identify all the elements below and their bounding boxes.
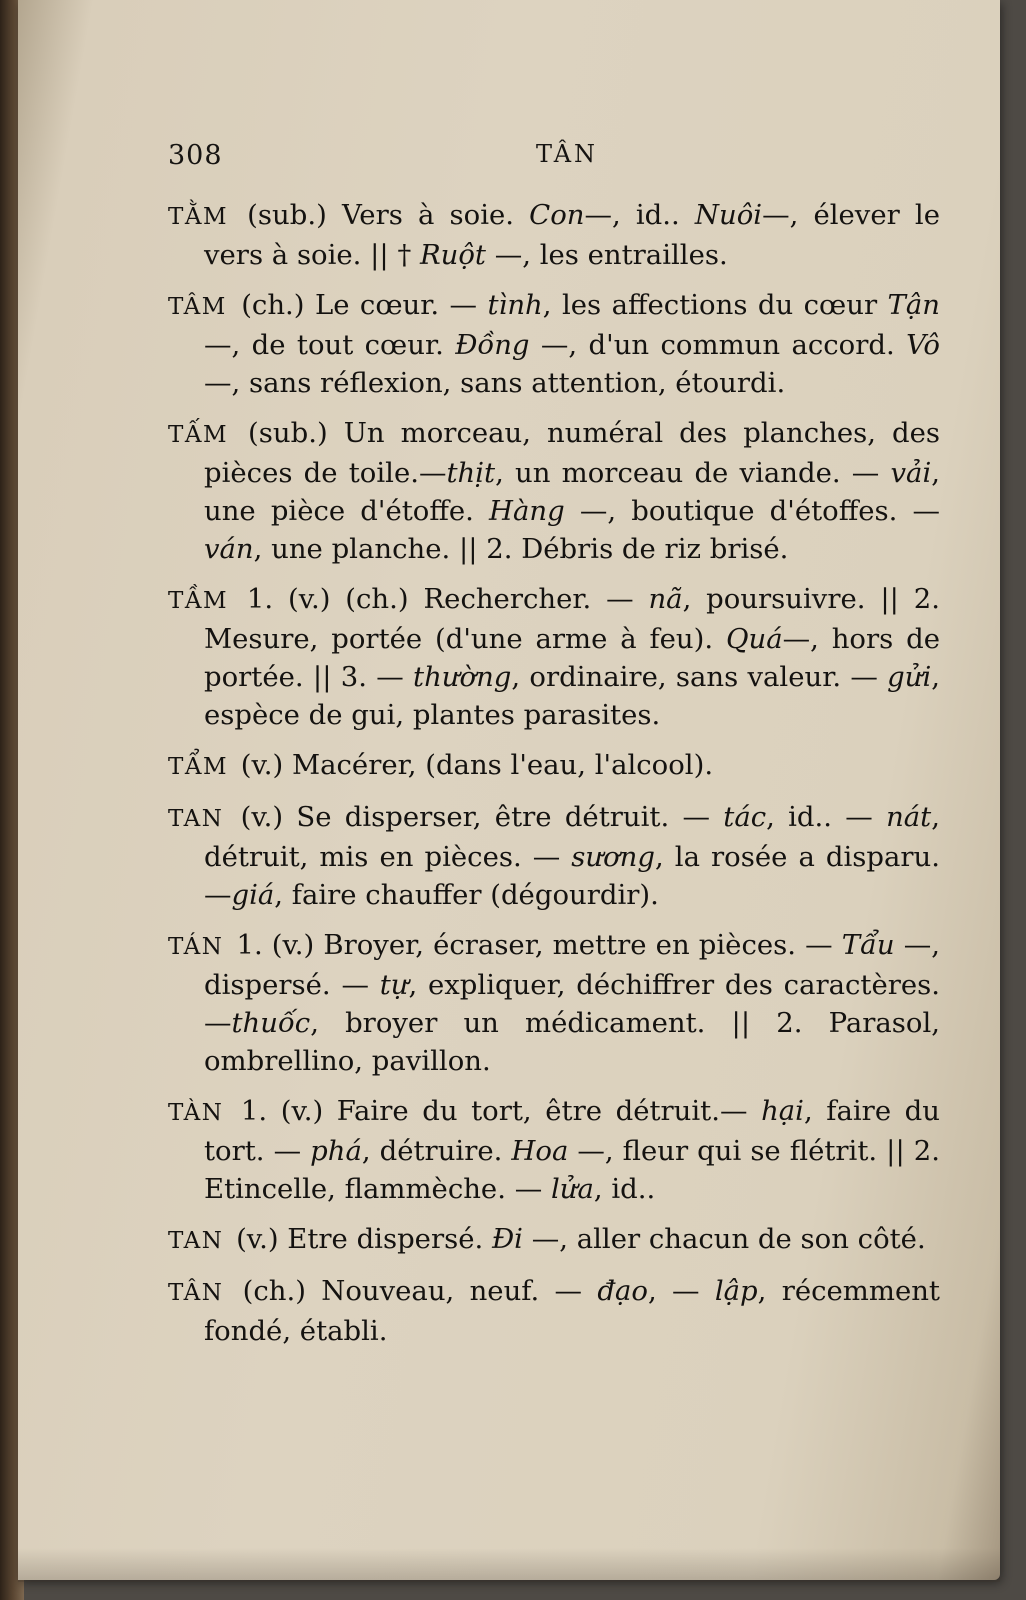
definition-text: , faire chauffer (dégourdir). (274, 879, 659, 911)
definition-text: , espèce de gui, plantes parasites. (204, 661, 940, 731)
entry-headword: TẦM (168, 588, 229, 614)
definition-text: , poursuivre. || 2. Mesure, portée (d'une arme à feu). (204, 583, 940, 655)
vietnamese-term: thuốc (231, 1007, 311, 1039)
vietnamese-term: Ruột (419, 239, 486, 271)
entry-headword: TÂM (168, 294, 227, 320)
vietnamese-term: Nuôi (694, 199, 763, 231)
dictionary-entry (168, 286, 940, 402)
definition-text: , détruit, mis en pièces. — (204, 801, 940, 873)
definition-text: , les affections du cœur (542, 289, 888, 321)
definition-text: (v.) Se disperser, être détruit. — (227, 801, 724, 833)
definition-text: , la rosée a disparu. — (204, 841, 940, 911)
dictionary-entry (168, 1272, 940, 1350)
definition-text: 1. (v.) (ch.) Rechercher. — (232, 583, 649, 615)
definition-text: , un morceau de viande. — (495, 457, 891, 489)
definition-text: (ch.) Nouveau, neuf. — (227, 1275, 598, 1307)
vietnamese-term: tình (487, 289, 543, 321)
definition-text: —, aller chacun de son côté. (522, 1223, 926, 1255)
dictionary-entry (168, 1220, 940, 1260)
definition-text: , expliquer, déchiffrer des caractères. — (204, 969, 941, 1039)
vietnamese-term: đạo (597, 1275, 648, 1307)
vietnamese-term: sương (571, 841, 655, 873)
definition-text: —, dispersé. — (204, 929, 941, 1001)
vietnamese-term: vải (890, 457, 932, 489)
running-head: TÂN (536, 140, 599, 168)
entry-headword: TÀN (168, 1100, 224, 1126)
vietnamese-term: giá (231, 879, 275, 911)
vietnamese-term: tự (379, 969, 409, 1001)
definition-text: (sub.) Un morceau, numéral des planches, des pièces de toile.— (204, 417, 940, 489)
vietnamese-term: thịt (446, 457, 496, 489)
vietnamese-term: Hoa (511, 1135, 569, 1167)
definition-text: —, hors de portée. || 3. — (204, 623, 940, 693)
entry-headword: TẰM (168, 204, 229, 230)
definition-text: —, les entrailles. (485, 239, 728, 271)
entry-headword: TÁN (168, 934, 224, 960)
vietnamese-term: lửa (550, 1173, 594, 1205)
vietnamese-term: Đồng (455, 329, 530, 361)
definition-text: , faire du tort. — (204, 1095, 940, 1167)
dictionary-entry (168, 580, 940, 734)
definition-text: 1. (v.) Broyer, écraser, mettre en pièces. — (227, 929, 842, 961)
vietnamese-term: Con (529, 199, 585, 231)
definition-text: 1. (v.) Faire du tort, être détruit.— (227, 1095, 762, 1127)
definition-text: (v.) Macérer, (dans l'eau, l'alcool). (232, 749, 714, 781)
definition-text: (v.) Etre dispersé. (227, 1223, 492, 1255)
vietnamese-term: nát (886, 801, 932, 833)
entry-headword: TẤM (168, 422, 229, 448)
vietnamese-term: Quá (725, 623, 783, 655)
definition-text: , détruire. (361, 1135, 512, 1167)
vietnamese-term: phá (310, 1135, 362, 1167)
definition-text: , id.. (593, 1173, 656, 1205)
entry-headword: TAN (168, 806, 224, 832)
dictionary-entries (168, 196, 940, 1362)
dictionary-entry (168, 1092, 940, 1208)
dictionary-entry (168, 926, 940, 1080)
dictionary-entry (168, 196, 940, 274)
page-header (168, 140, 968, 180)
definition-text: , broyer un médicament. || 2. Parasol, ombrellino, pavillon. (204, 1007, 940, 1077)
vietnamese-term: gửi (887, 661, 932, 693)
vietnamese-term: nã (648, 583, 683, 615)
vietnamese-term: ván (204, 533, 254, 565)
definition-text: —, d'un commun accord. (529, 329, 907, 361)
dictionary-entry (168, 746, 940, 786)
definition-text: , — (647, 1275, 715, 1307)
entry-headword: TẨM (168, 754, 229, 780)
definition-text: , ordinaire, sans valeur. — (511, 661, 888, 693)
entry-headword: TÂN (168, 1280, 224, 1306)
definition-text: —, sans réflexion, sans attention, étourdi. (204, 367, 786, 399)
vietnamese-term: Tận (887, 289, 940, 321)
definition-text: , une pièce d'étoffe. (204, 457, 940, 527)
entry-headword: TAN (168, 1228, 224, 1254)
dictionary-entry (168, 414, 940, 568)
page-bottom-shadow (18, 1548, 1000, 1582)
vietnamese-term: hại (761, 1095, 804, 1127)
page-number: 308 (168, 140, 223, 171)
vietnamese-term: thường (413, 661, 512, 693)
definition-text: , id.. — (766, 801, 887, 833)
vietnamese-term: Vô (906, 329, 940, 361)
dictionary-entry (168, 798, 940, 914)
definition-text: (ch.) Le cœur. — (230, 289, 488, 321)
definition-text: —, fleur qui se flétrit. || 2. Etincelle, flammèche. — (204, 1135, 940, 1205)
definition-text: —, id.. (584, 199, 695, 231)
definition-text: , une planche. || 2. Débris de riz brisé. (253, 533, 789, 565)
definition-text: —, élever le vers à soie. || † (204, 199, 940, 271)
definition-text: , récemment fondé, établi. (204, 1275, 940, 1347)
vietnamese-term: Đi (491, 1223, 523, 1255)
definition-text: —, boutique d'étoffes. — (564, 495, 940, 527)
vietnamese-term: Tẩu (841, 929, 895, 961)
vietnamese-term: lập (714, 1275, 758, 1307)
vietnamese-term: Hàng (489, 495, 565, 527)
definition-text: (sub.) Vers à soie. (232, 199, 530, 231)
vietnamese-term: tác (723, 801, 767, 833)
definition-text: —, de tout cœur. (204, 329, 456, 361)
